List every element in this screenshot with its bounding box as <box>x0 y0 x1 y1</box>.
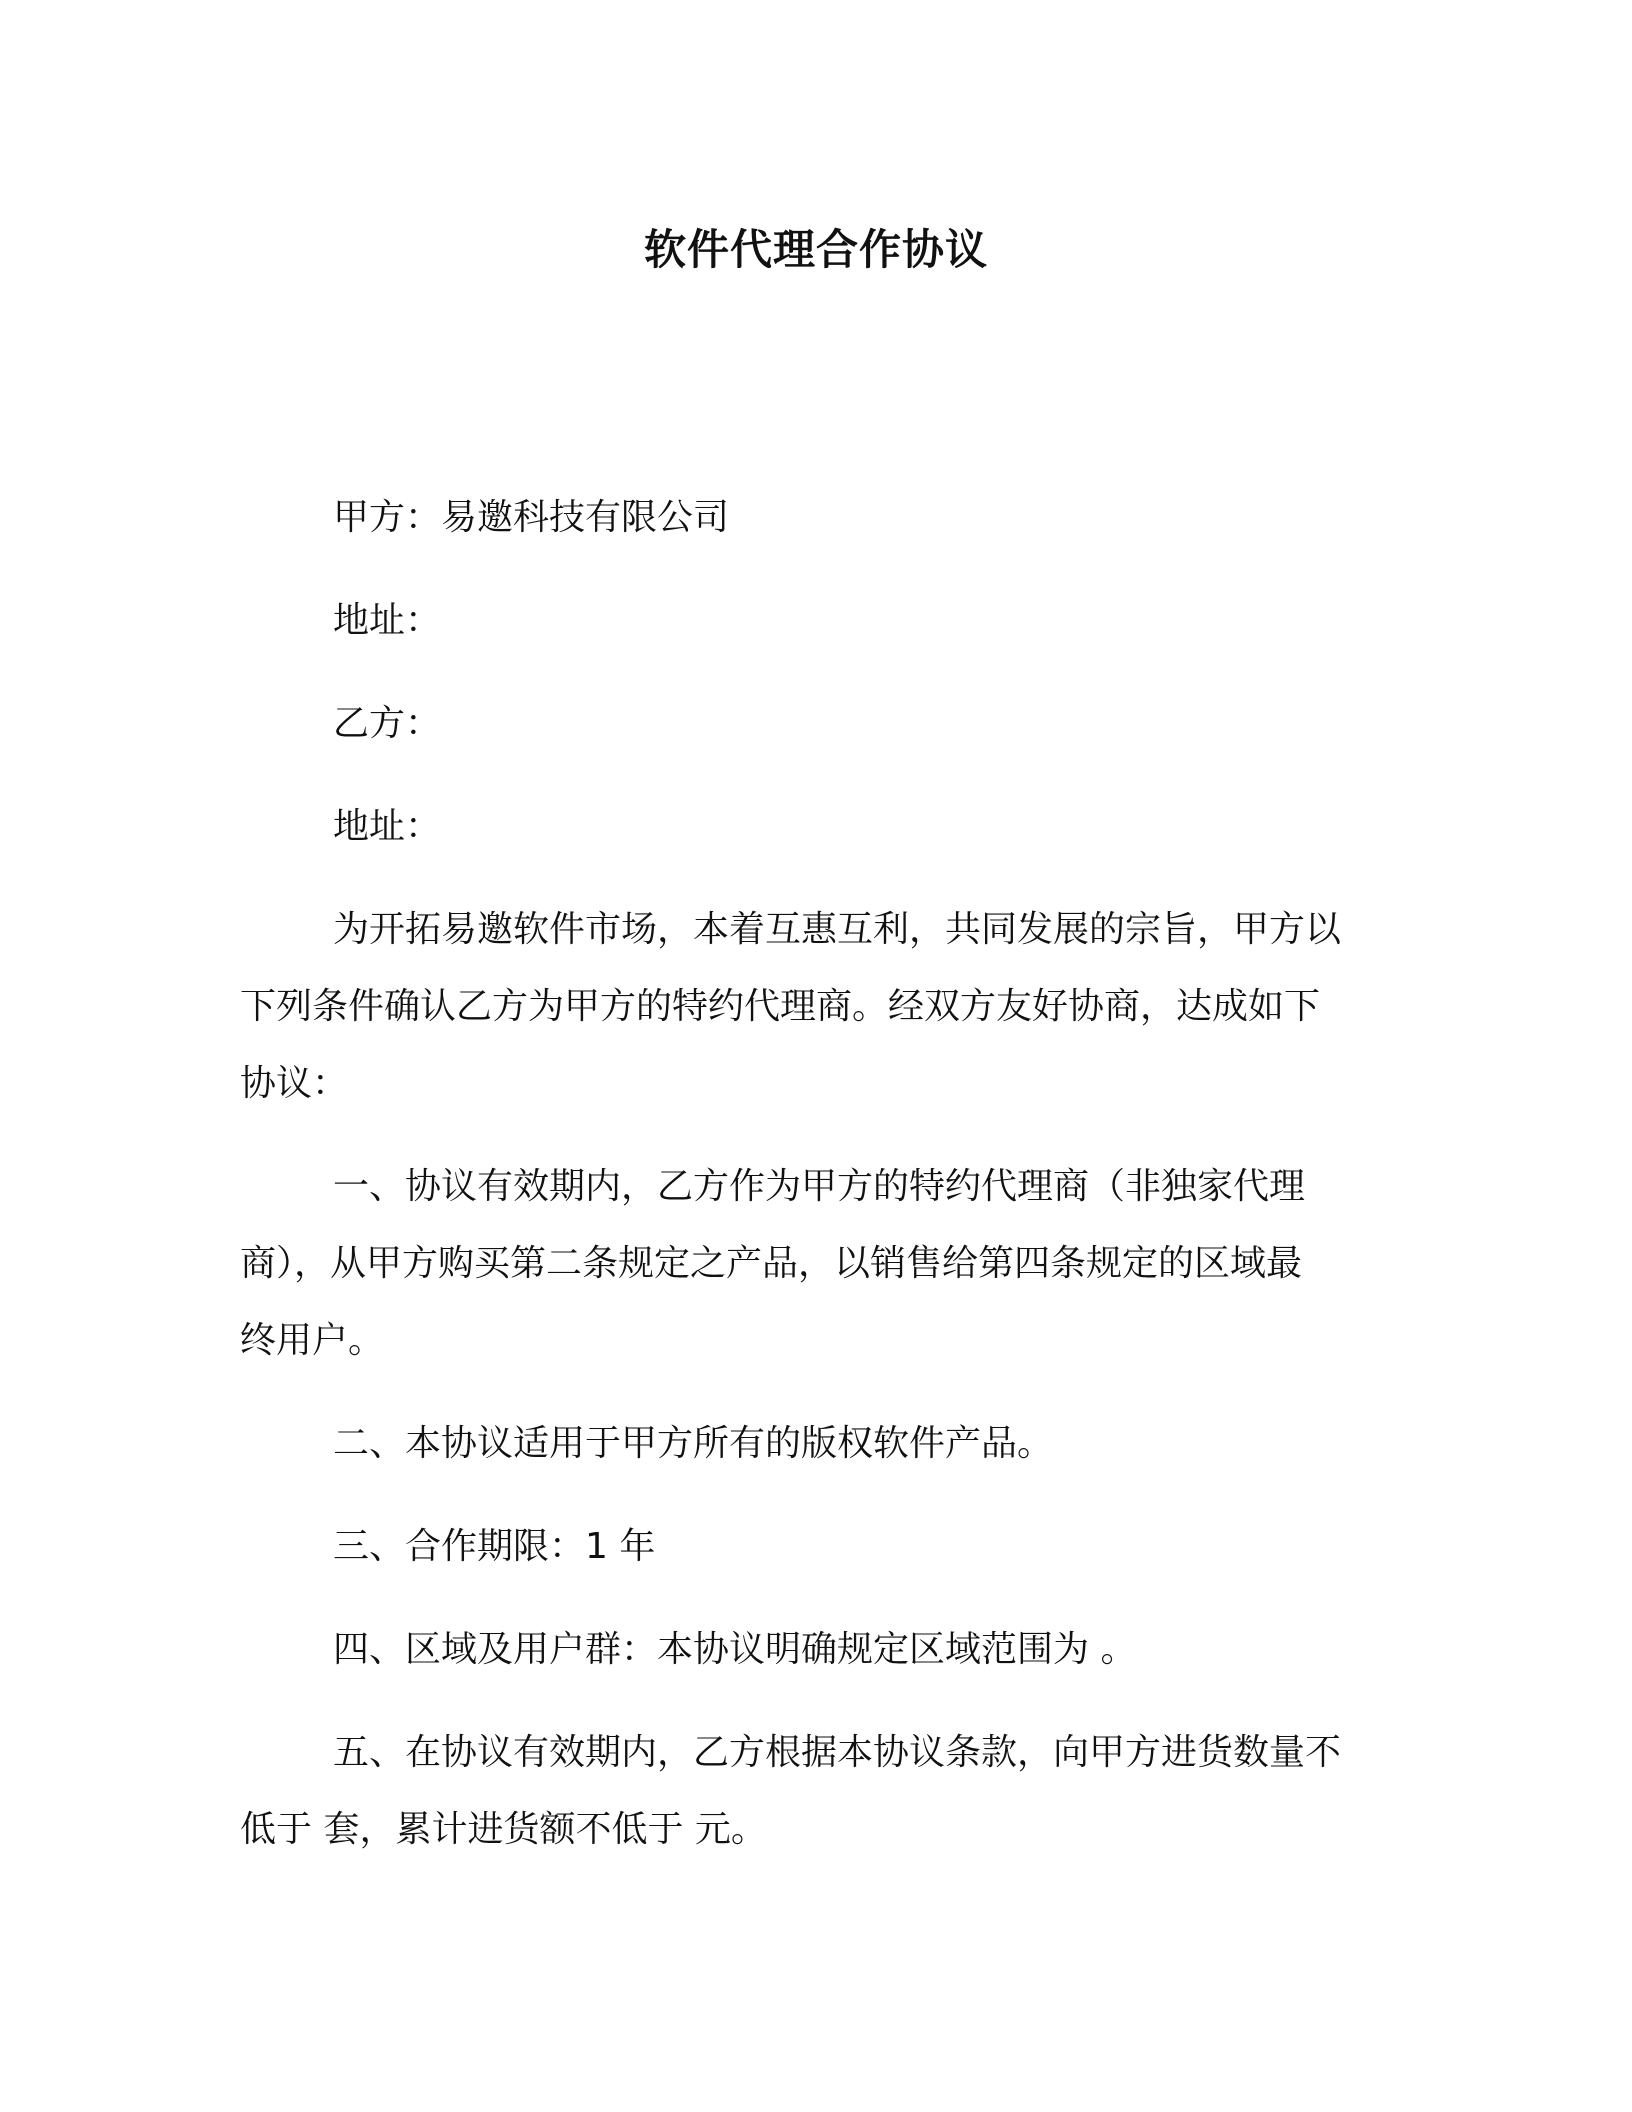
party-b-line: 乙方： <box>333 703 442 744</box>
clause-1-line-1: 一、协议有效期内，乙方作为甲方的特约代理商（非独家代理 <box>333 1166 1306 1207</box>
party-a-address-line: 地址： <box>333 600 442 641</box>
clause-2-line: 二、本协议适用于甲方所有的版权软件产品。 <box>333 1423 1054 1464</box>
clause-1-line-2: 商），从甲方购买第二条规定之产品，以销售给第四条规定的区域最 <box>240 1243 1303 1284</box>
clause-5-line-2: 低于 套，累计进货额不低于 元。 <box>240 1809 767 1850</box>
party-a-line: 甲方：易邀科技有限公司 <box>333 497 730 538</box>
clause-5-line-1: 五、在协议有效期内，乙方根据本协议条款，向甲方进货数量不 <box>333 1732 1342 1773</box>
preamble-line-1: 为开拓易邀软件市场，本着互惠互利，共同发展的宗旨，甲方以 <box>333 909 1342 950</box>
clause-4-line: 四、区域及用户群：本协议明确规定区域范围为 。 <box>333 1629 1137 1670</box>
clause-1-line-3: 终用户。 <box>240 1320 385 1361</box>
document-title: 软件代理合作协议 <box>643 225 988 274</box>
clause-3-line: 三、合作期限：1 年 <box>333 1526 656 1567</box>
preamble-line-3: 协议： <box>240 1063 349 1104</box>
party-b-address-line: 地址： <box>333 806 442 847</box>
preamble-line-2: 下列条件确认乙方为甲方的特约代理商。经双方友好协商，达成如下 <box>240 986 1321 1027</box>
